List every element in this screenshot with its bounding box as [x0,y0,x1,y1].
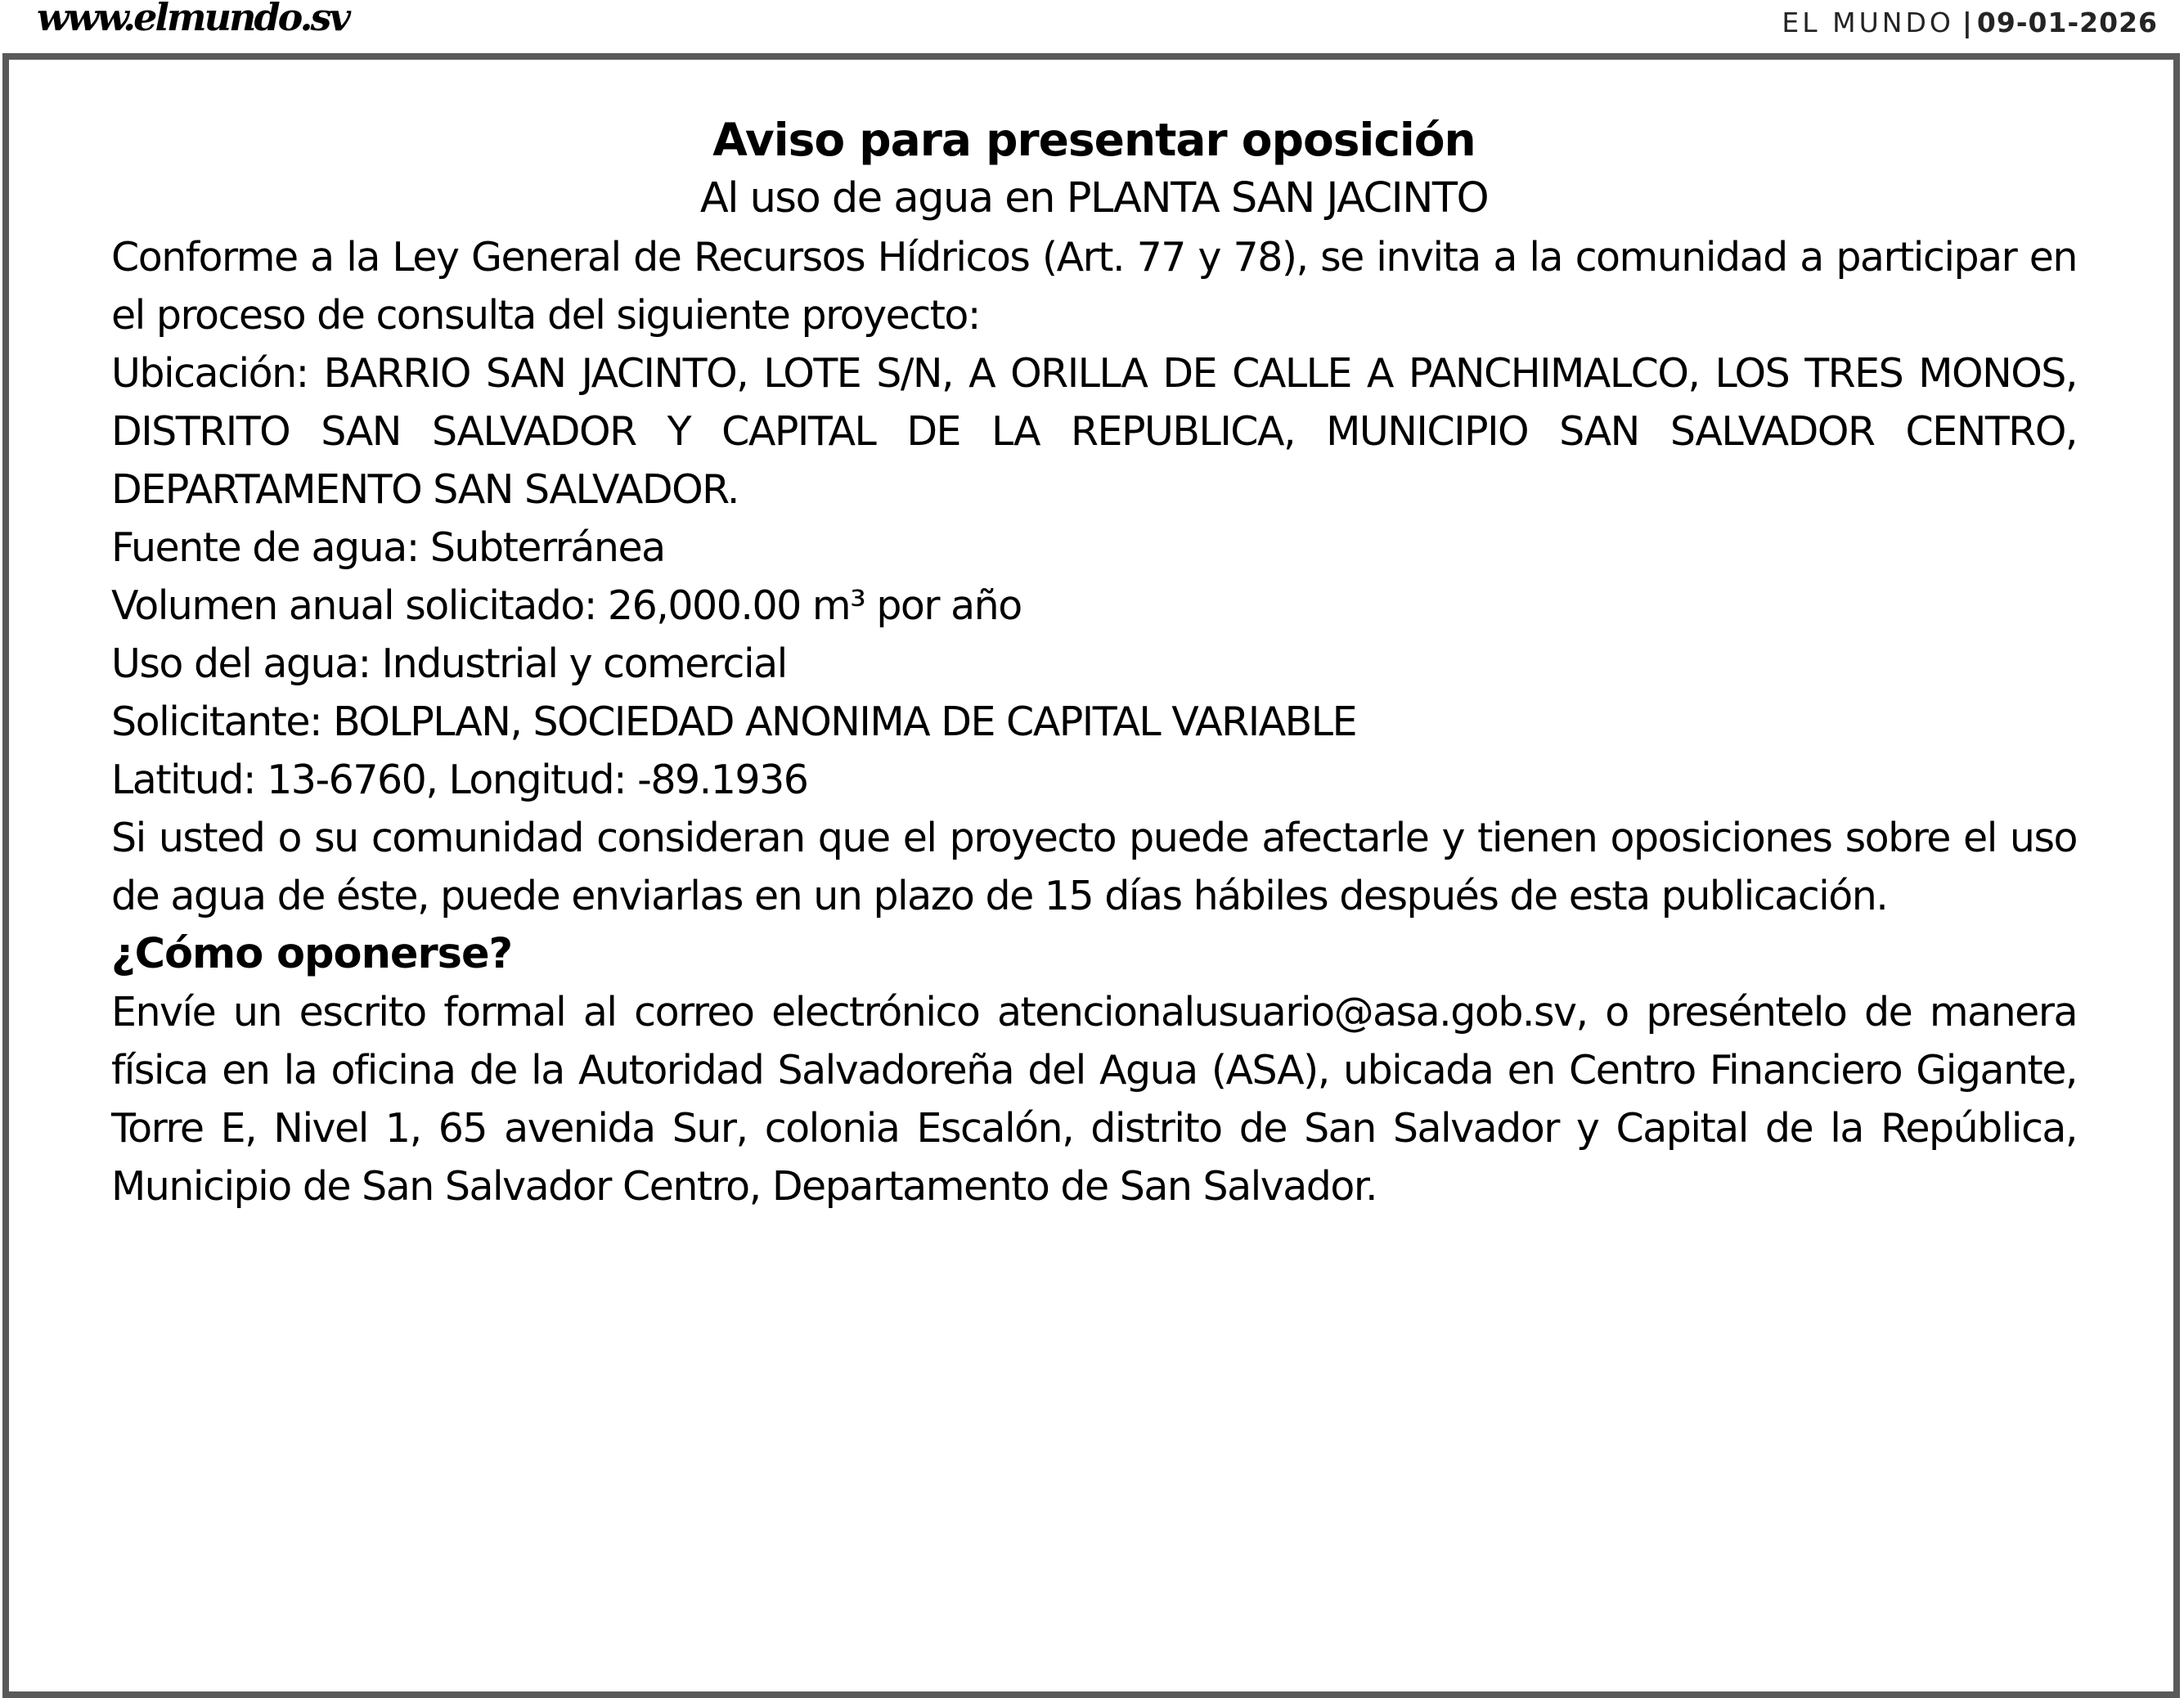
detail-uso-del-agua: Uso del agua: Industrial y comercial [111,640,787,687]
notice-box [2,53,2180,1698]
plazo-paragraph: Si usted o su comunidad consideran que el proyecto puede afectarle y tienen oposiciones sobre el uso de agua de éste, puede enviarlas en un plazo de 15 días hábiles después de esta publicación. [111,815,2077,919]
detail-solicitante: Solicitante: BOLPLAN, SOCIEDAD ANONIMA DE CAPITAL VARIABLE [111,699,1357,745]
page-header [0,0,2184,53]
publication-date: 09-01-2026 [1976,7,2158,38]
como-oponerse-heading: ¿Cómo oponerse? [111,930,513,978]
como-oponerse-body: Envíe un escrito formal al correo electrónico atencionalusuario@asa.gob.sv, o preséntelo de manera física en la oficina de la Autoridad Salvadoreña del Agua (ASA), ubicada en Centro Financiero Gigante, Torre E, Nivel 1, 65 avenida Sur, colonia Escalón, distrito de San Salvador y Capital de la República, Municipio de San Salvador Centro, Departamento de San Salvador. [111,989,2077,1210]
site-url-logo: www.elmundo.sv [37,0,349,39]
notice-title: Aviso para presentar oposición [712,114,1476,166]
intro-paragraph: Conforme a la Ley General de Recursos Hídricos (Art. 77 y 78), se invita a la comunidad a participar en el proceso de consulta del siguiente proyecto: [111,234,2077,339]
detail-volumen-anual: Volumen anual solicitado: 26,000.00 m³ por año [111,582,1022,629]
publication-name: EL MUNDO [1782,7,1954,38]
masthead-separator: | [1962,7,1972,38]
detail-fuente-de-agua: Fuente de agua: Subterránea [111,524,665,571]
detail-coordenadas: Latitud: 13-6760, Longitud: -89.1936 [111,757,808,803]
detail-ubicacion: Ubicación: BARRIO SAN JACINTO, LOTE S/N, A ORILLA DE CALLE A PANCHIMALCO, LOS TRES MONOS, DISTRITO SAN SALVADOR Y CAPITAL DE LA REPUBLICA, MUNICIPIO SAN SALVADOR CENTRO, DEPARTAMENTO SAN SALVADOR. [111,350,2077,513]
notice-subtitle: Al uso de agua en PLANTA SAN JACINTO [699,174,1489,222]
masthead [1782,7,2158,38]
